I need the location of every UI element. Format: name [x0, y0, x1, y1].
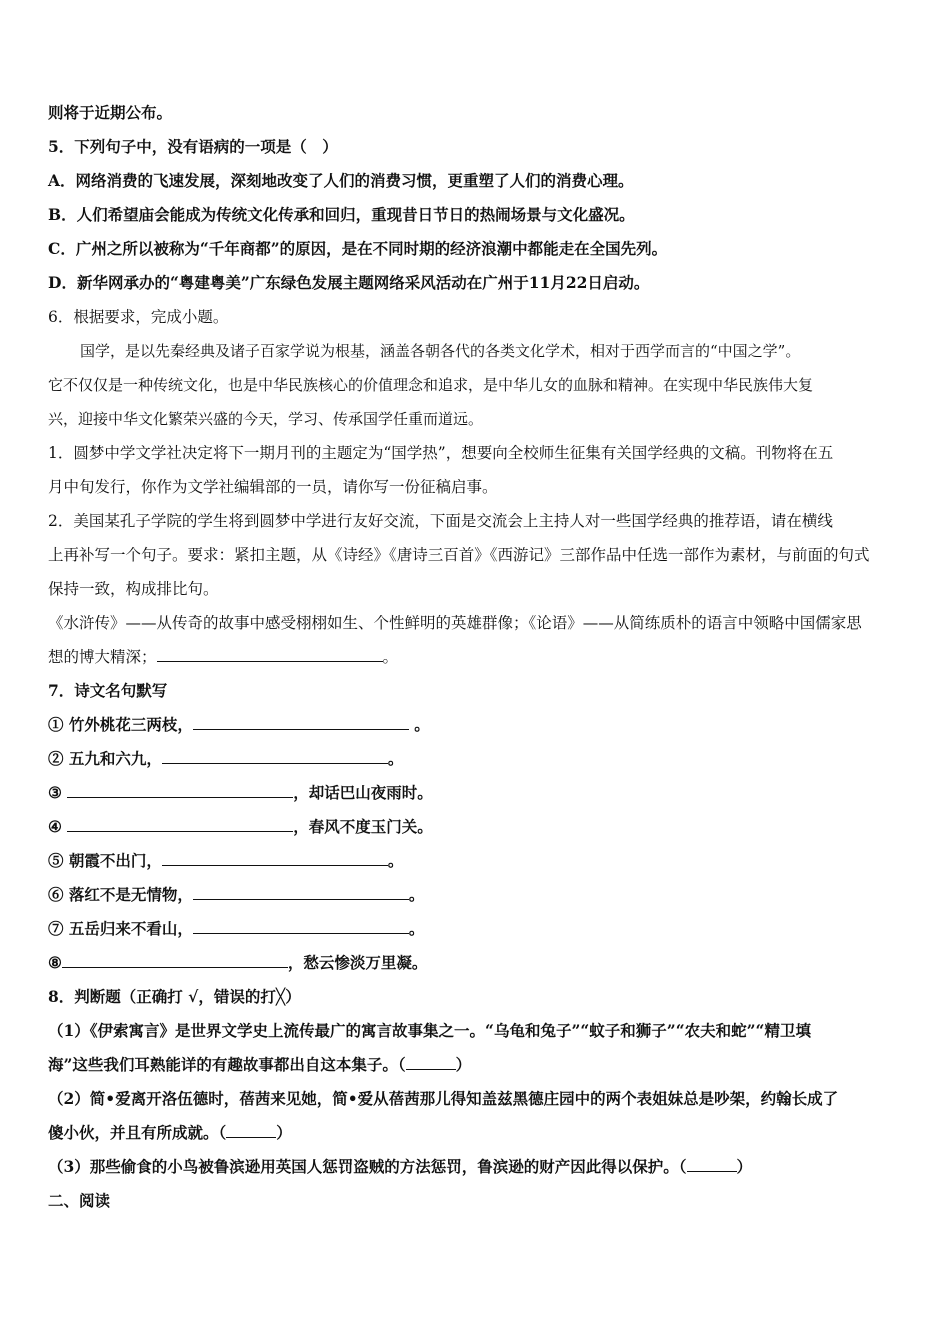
- question-5-option-c: C．广州之所以被称为“千年商都”的原因，是在不同时期的经济浪潮中都能走在全国先列。: [48, 239, 668, 258]
- question-6-2-prefix: 想的博大精深；: [48, 648, 157, 666]
- question-8-item-1-line-1: （1）《伊索寓言》是世界文学史上流传最广的寓言故事集之一。“乌龟和兔子”“蚊子和狮子”“农夫和蛇”“精卫填: [48, 1021, 811, 1040]
- question-7-item-5: [48, 844, 910, 878]
- answer-blank-8-1[interactable]: [406, 1051, 456, 1070]
- question-7-item-5-prefix: ⑤ 朝霞不出门，: [48, 851, 162, 870]
- answer-blank-7-6[interactable]: [193, 881, 409, 900]
- answer-blank-7-8[interactable]: [62, 949, 288, 968]
- question-5-option-a: A．网络消费的飞速发展，深刻地改变了人们的消费习惯，更重塑了人们的消费心理。: [48, 171, 634, 190]
- answer-blank-7-4[interactable]: [67, 813, 293, 832]
- answer-blank-6-2[interactable]: [157, 643, 383, 662]
- question-6-passage-line-2: 它不仅仅是一种传统文化，也是中华民族核心的价值理念和追求，是中华儿女的血脉和精神。在实现中华民族伟大复: [48, 376, 814, 394]
- question-8-item-2-prefix: 傻小伙，并且有所成就。（: [48, 1123, 227, 1142]
- question-6-1-line-2: 月中旬发行，你作为文学社编辑部的一员，请你写一份征稿启事。: [48, 478, 498, 496]
- answer-blank-7-7[interactable]: [193, 915, 409, 934]
- answer-blank-7-3[interactable]: [67, 779, 293, 798]
- question-8-item-3-prefix: （3）那些偷食的小鸟被鲁滨逊用英国人惩罚盗贼的方法惩罚，鲁滨逊的财产因此得以保护。（: [48, 1157, 687, 1176]
- text-line-continuation: 则将于近期公布。: [48, 103, 173, 122]
- question-7-item-4-suffix: ，春风不度玉门关。: [293, 817, 433, 836]
- answer-blank-7-5[interactable]: [162, 847, 388, 866]
- question-8-item-2-suffix: ）: [276, 1123, 292, 1142]
- question-7-item-7-suffix: 。: [408, 919, 425, 938]
- question-5-stem: 5．下列句子中，没有语病的一项是（ ）: [48, 137, 338, 156]
- question-8-item-1-prefix: 海”这些我们耳熟能详的有趣故事都出自这本集子。（: [48, 1055, 406, 1074]
- answer-blank-7-2[interactable]: [162, 745, 388, 764]
- question-7-item-8: [48, 946, 910, 980]
- question-8-item-3: [48, 1150, 910, 1184]
- question-8-item-2-line-2: [48, 1116, 910, 1150]
- question-7-item-1-prefix: ① 竹外桃花三两枝，: [48, 715, 193, 734]
- question-7-item-4: [48, 810, 910, 844]
- question-7-item-3: [48, 776, 910, 810]
- question-6-2-line-2: 上再补写一个句子。要求：紧扣主题，从《诗经》《唐诗三百首》《西游记》三部作品中任选一部作为素材，与前面的句式: [48, 546, 870, 564]
- question-8-item-1-suffix: ）: [455, 1055, 472, 1074]
- question-6-passage-line-3: 兴，迎接中华文化繁荣兴盛的今天，学习、传承国学任重而道远。: [48, 410, 484, 428]
- question-7-item-6: [48, 878, 910, 912]
- question-7-item-5-suffix: 。: [387, 851, 404, 870]
- question-7-item-2-prefix: ② 五九和六九，: [48, 749, 162, 768]
- question-6-1-line-1: 1．圆梦中学文学社决定将下一期月刊的主题定为“国学热”，想要向全校师生征集有关国学经典的文稿。刊物将在五: [48, 444, 834, 462]
- question-7-item-6-prefix: ⑥ 落红不是无情物，: [48, 885, 193, 904]
- question-6-2-line-4: 《水浒传》——从传奇的故事中感受栩栩如生、个性鲜明的英雄群像；《论语》——从简练质朴的语言中领略中国儒家思: [48, 614, 862, 632]
- question-8-item-3-suffix: ）: [736, 1157, 753, 1176]
- question-7-item-7-prefix: ⑦ 五岳归来不看山，: [48, 919, 193, 938]
- question-6-2-suffix: 。: [382, 648, 399, 666]
- section-heading-reading: 二、阅读: [48, 1191, 111, 1210]
- question-5-option-b: B．人们希望庙会能成为传统文化传承和回归，重现昔日节日的热闹场景与文化盛况。: [48, 205, 635, 224]
- question-6-2-line-1: 2．美国某孔子学院的学生将到圆梦中学进行友好交流，下面是交流会上主持人对一些国学经典的推荐语，请在横线: [48, 512, 833, 530]
- question-6-passage-line-1: 国学，是以先秦经典及诸子百家学说为根基，涵盖各朝各代的各类文化学术，相对于西学而言的“中国之学”。: [80, 342, 801, 360]
- exam-page: [48, 96, 910, 1218]
- question-7-item-6-suffix: 。: [408, 885, 425, 904]
- question-7-item-4-prefix: ④: [48, 817, 68, 836]
- question-8-stem: 8．判断题（正确打 √，错误的打╳）: [48, 987, 301, 1006]
- answer-blank-7-1[interactable]: [193, 711, 409, 730]
- question-7-item-3-suffix: ，却话巴山夜雨时。: [293, 783, 433, 802]
- question-8-item-2-line-1: （2）简•爱离开洛伍德时，蓓茜来见她，简•爱从蓓茜那儿得知盖兹黑德庄园中的两个表姐妹总是吵架，约翰长成了: [48, 1089, 839, 1108]
- question-7-item-2-suffix: 。: [387, 749, 404, 768]
- answer-blank-8-2[interactable]: [226, 1119, 276, 1138]
- question-6-stem: 6．根据要求，完成小题。: [48, 308, 229, 326]
- question-7-item-7: [48, 912, 910, 946]
- question-7-item-1-suffix: 。: [408, 715, 430, 734]
- question-7-item-3-prefix: ③: [48, 783, 68, 802]
- question-7-item-2: [48, 742, 910, 776]
- question-7-item-1: [48, 708, 910, 742]
- question-6-2-line-5: [48, 640, 910, 674]
- question-7-item-8-prefix: ⑧: [48, 953, 62, 972]
- answer-blank-8-3[interactable]: [687, 1153, 737, 1172]
- question-5-option-d: D．新华网承办的“粤建粤美”广东绿色发展主题网络采风活动在广州于11月22日启动。: [48, 273, 650, 292]
- question-7-item-8-suffix: ，愁云惨淡万里凝。: [287, 953, 428, 972]
- question-6-2-line-3: 保持一致，构成排比句。: [48, 580, 219, 598]
- question-8-item-1-line-2: [48, 1048, 910, 1082]
- question-7-stem: 7．诗文名句默写: [48, 681, 168, 700]
